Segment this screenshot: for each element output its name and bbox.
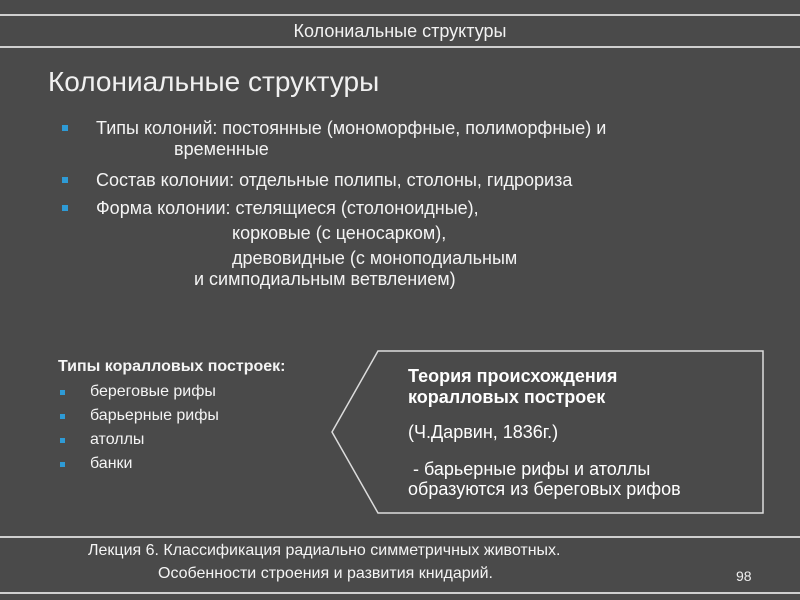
square-bullet-icon [60,390,65,395]
bullet-text: и симподиальным ветвлением) [194,269,456,289]
theory-title-line: Теория происхождения [408,366,618,386]
square-bullet-icon [60,414,65,419]
slide-title: Колониальные структуры [48,66,380,97]
theory-statement-line: - барьерные рифы и атоллы [408,459,651,479]
list-item-label: атоллы [90,431,145,448]
coral-types-list [58,358,286,476]
square-bullet-icon [62,125,68,131]
bullet-colony-form [62,198,762,290]
header-top-rule [0,14,800,16]
theory-title-line: коралловых построек [408,387,606,407]
list-item-label: банки [90,455,133,472]
bullet-text: Форма колонии: стелящиеся (столоноидные), [96,198,479,218]
list-item [58,428,286,452]
list-item [58,452,286,476]
theory-reference: (Ч.Дарвин, 1836г.) [408,422,559,442]
footer-line: Лекция 6. Классификация радиально симметричных животных. [88,542,561,559]
list-item-label: береговые рифы [90,383,216,400]
header-bottom-rule [0,46,800,48]
list-item [58,380,286,404]
page-number: 98 [736,568,752,584]
list-item [58,404,286,428]
square-bullet-icon [60,438,65,443]
square-bullet-icon [62,205,68,211]
bullet-text: древовидные (с моноподиальным [232,248,518,268]
square-bullet-icon [60,462,65,467]
theory-title [408,366,758,408]
bullet-text: Состав колонии: отдельные полипы, столоны, гидрориза [96,170,573,190]
square-bullet-icon [62,177,68,183]
theory-statement [408,459,758,499]
bullet-text: Типы колоний: постоянные (мономорфные, полиморфные) и [96,118,607,138]
coral-types-heading: Типы коралловых построек: [58,358,286,375]
bullet-text: корковые (с ценосарком), [232,223,447,243]
bullet-colony-composition [62,170,762,191]
bullet-text: временные [174,139,269,159]
bullet-colony-types [62,118,762,160]
header-title: Колониальные структуры [293,21,507,41]
footer-top-rule [0,536,800,538]
theory-callout [408,366,758,499]
theory-statement-line: образуются из береговых рифов [408,479,681,499]
list-item-label: барьерные рифы [90,407,219,424]
footer-line: Особенности строения и развития книдарий. [158,565,493,582]
main-bullet-list [62,118,762,290]
footer-bottom-rule [0,592,800,594]
